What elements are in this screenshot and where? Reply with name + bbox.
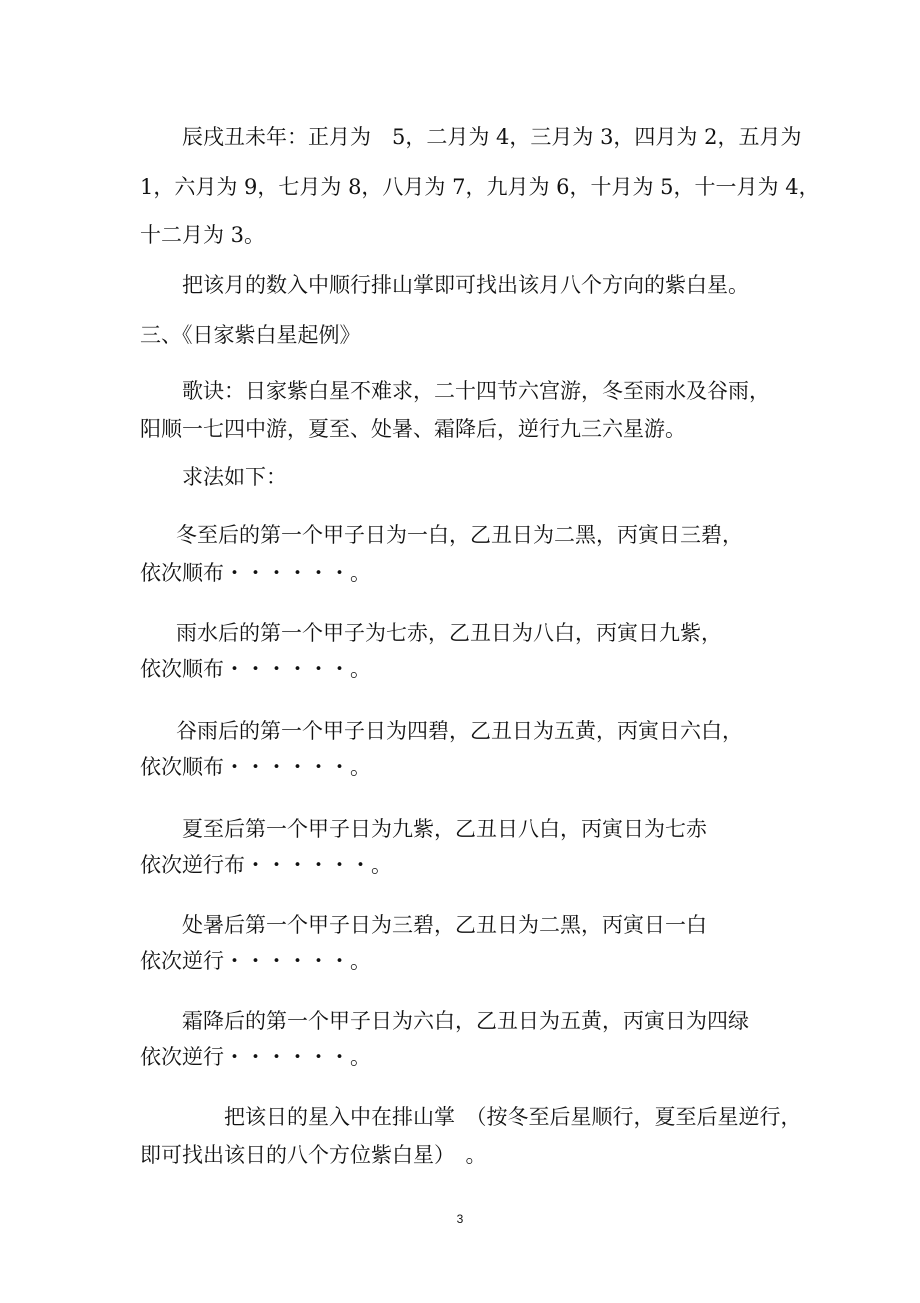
- text-line: 即可找出该日的八个方位紫白星） 。: [140, 1143, 487, 1167]
- text-line: 夏至后第一个甲子日为九紫，乙丑日八白，丙寅日为七赤: [182, 817, 707, 841]
- text-line: 依次顺布・・・・・・。: [140, 561, 371, 585]
- text-line: 霜降后的第一个甲子日为六白，乙丑日为五黄，丙寅日为四绿: [182, 1009, 749, 1033]
- text-line: 辰戌丑未年：正月为 5，二月为 4，三月为 3，四月为 2，五月为: [182, 125, 802, 149]
- text-line: 把该日的星入中在排山掌 （按冬至后星顺行，夏至后星逆行，: [224, 1105, 802, 1129]
- text-line: 1，六月为 9，七月为 8，八月为 7，九月为 6，十月为 5，十一月为 4，: [140, 175, 820, 199]
- text-line: 依次逆行・・・・・・。: [140, 1045, 371, 1069]
- section-heading: 三、《日家紫白星起例》: [140, 323, 361, 347]
- text-line: 谷雨后的第一个甲子日为四碧，乙丑日为五黄，丙寅日六白，: [176, 719, 743, 743]
- text-line: 雨水后的第一个甲子为七赤，乙丑日为八白，丙寅日九紫，: [176, 621, 722, 645]
- text-line: 冬至后的第一个甲子日为一白，乙丑日为二黑，丙寅日三碧，: [176, 523, 743, 547]
- text-line: 处暑后第一个甲子日为三碧，乙丑日为二黑，丙寅日一白: [182, 913, 707, 937]
- text-line: 阳顺一七四中游，夏至、处暑、霜降后，逆行九三六星游。: [140, 417, 686, 441]
- text-line: 把该月的数入中顺行排山掌即可找出该月八个方向的紫白星。: [182, 273, 749, 297]
- text-line: 依次逆行・・・・・・。: [140, 949, 371, 973]
- page-number: 3: [456, 1212, 464, 1226]
- text-line: 求法如下：: [182, 465, 287, 489]
- text-line: 依次逆行布・・・・・・。: [140, 853, 392, 877]
- text-line: 依次顺布・・・・・・。: [140, 755, 371, 779]
- text-line: 十二月为 3。: [140, 223, 266, 247]
- text-line: 歌诀：日家紫白星不难求，二十四节六宫游，冬至雨水及谷雨，: [182, 379, 770, 403]
- text-line: 依次顺布・・・・・・。: [140, 657, 371, 681]
